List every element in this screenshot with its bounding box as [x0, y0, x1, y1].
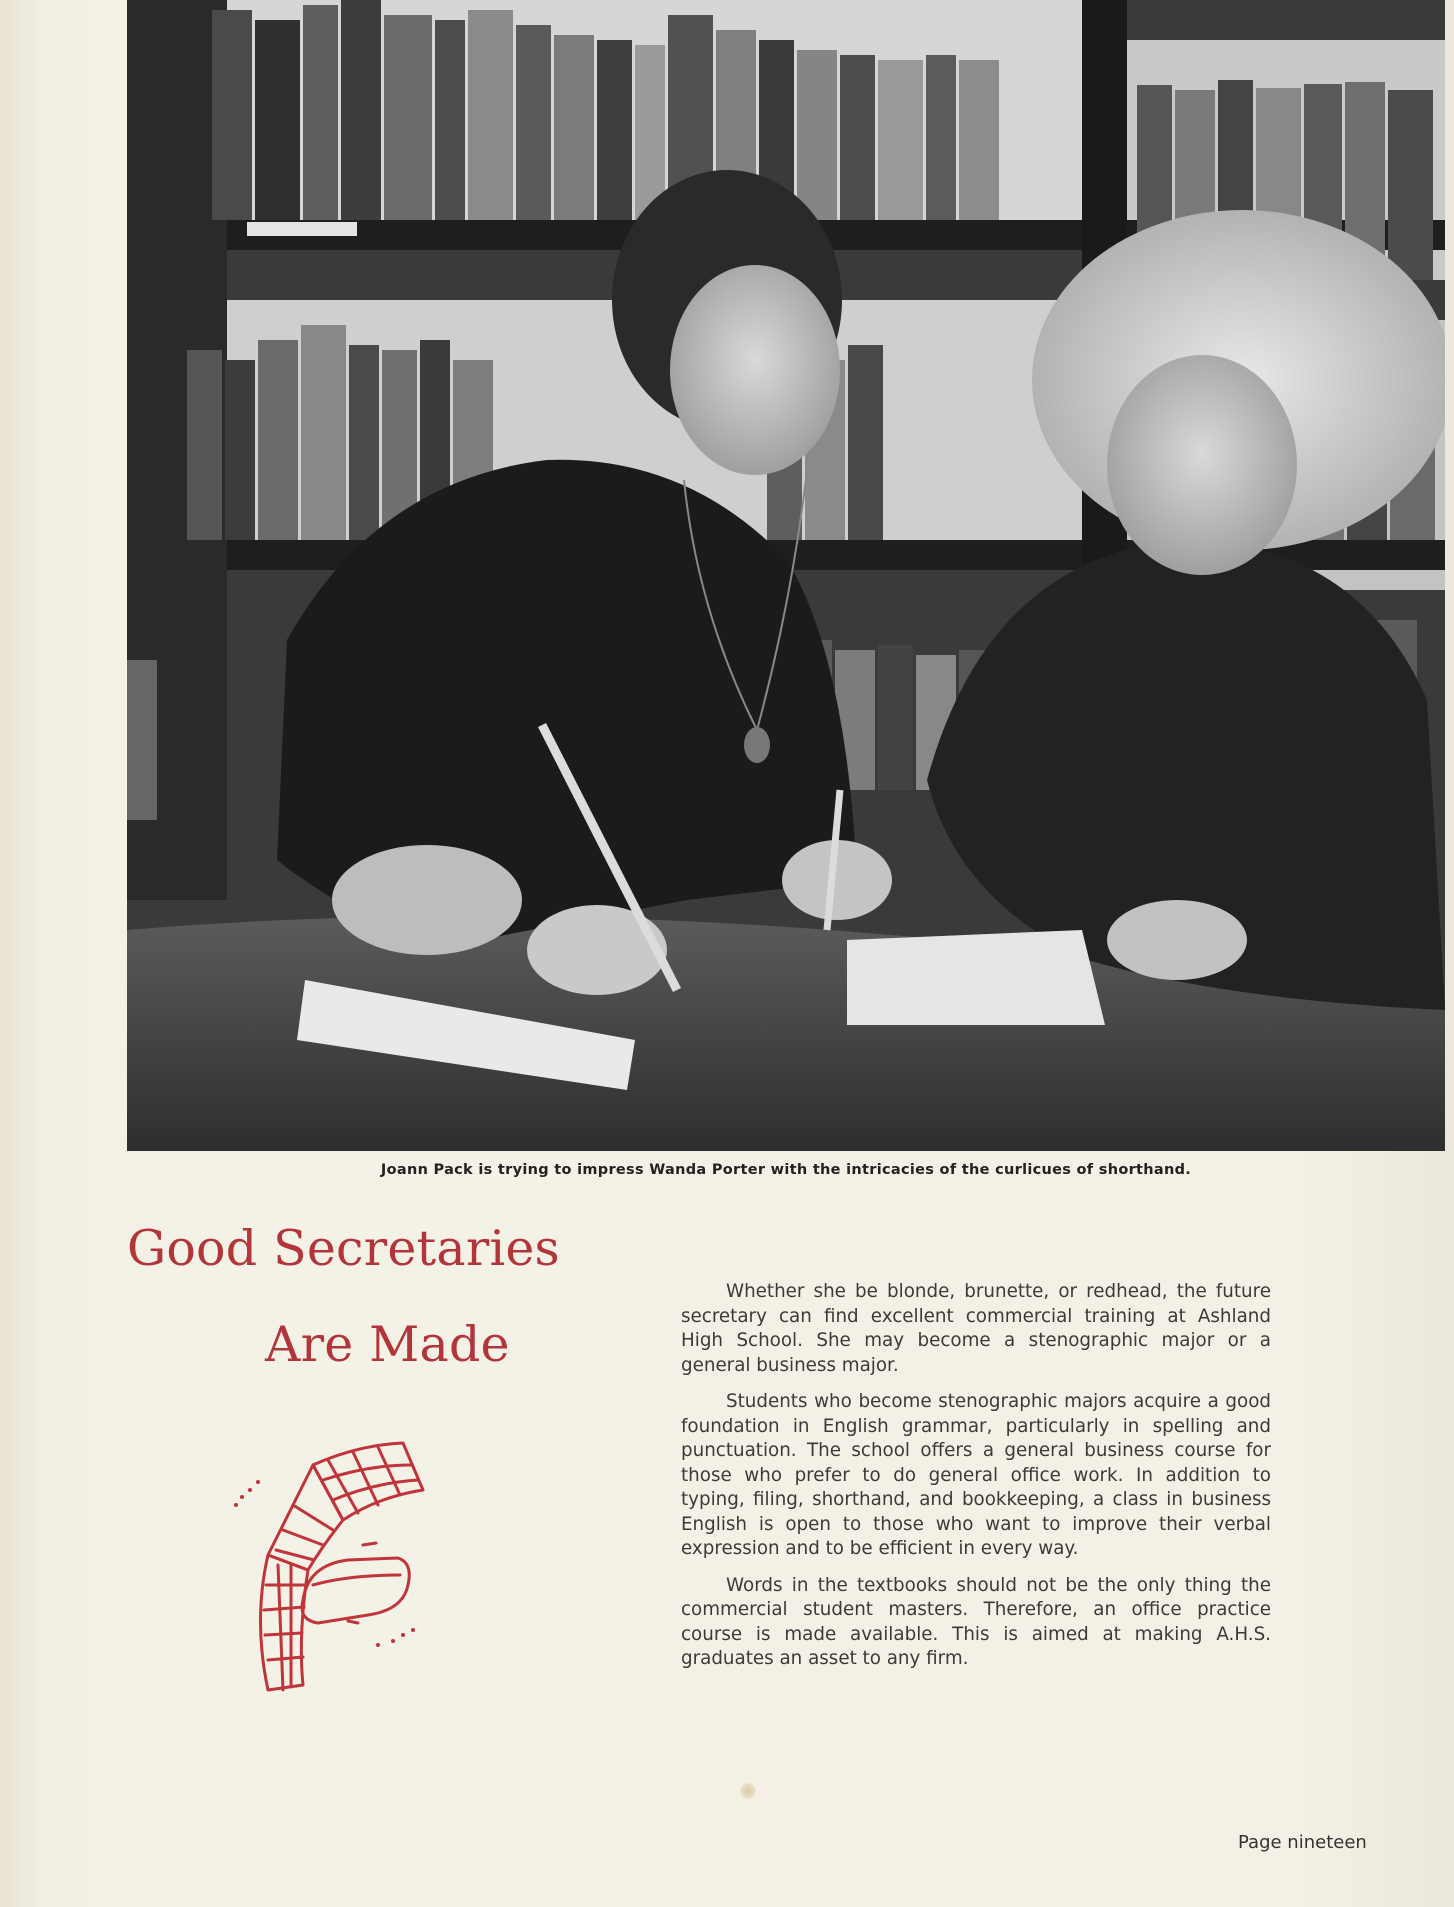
hat-on-plaid-scarf-icon	[228, 1435, 448, 1700]
photograph	[127, 0, 1445, 1151]
paragraph-1: Whether she be blonde, brunette, or redhead, the future secretary can find excellent commercial training at Ashland High School. She may become a stenographic major or a general business major.	[681, 1281, 1271, 1376]
heading-line-2: Are Made	[265, 1316, 510, 1373]
heading-line-1: Good Secretaries	[127, 1220, 560, 1277]
paper-stain	[740, 1783, 756, 1799]
article-body	[681, 1280, 1271, 1684]
photo-caption: Joann Pack is trying to impress Wanda Porter with the intricacies of the curlicues of shorthand.	[380, 1162, 1192, 1178]
paragraph-3: Words in the textbooks should not be the only thing the commercial student masters. Therefore, an office practice course is made available. This is aimed at making A.H.S. graduates an asset to any firm.	[681, 1574, 1271, 1669]
paragraph-2: Students who become stenographic majors acquire a good foundation in English grammar, particularly in spelling and punctuation. The school offers a general business course for those who prefer to do general office work. In addition to typing, filing, shorthand, and bookkeeping, a class in business English is open to those who want to improve their verbal expression and to be efficient in every way.	[681, 1391, 1271, 1559]
page-number: Page nineteen	[1238, 1832, 1367, 1853]
